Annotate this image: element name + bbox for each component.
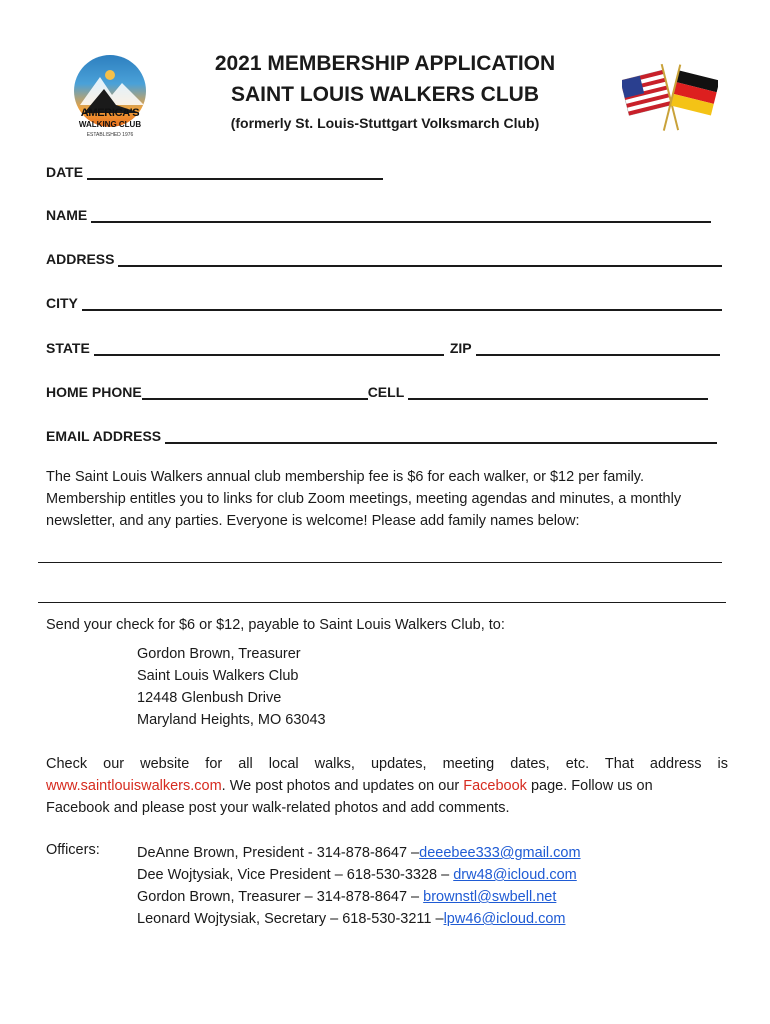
- americas-walking-club-logo: [70, 55, 150, 147]
- state-label: STATE: [46, 340, 90, 356]
- officer-email-link[interactable]: lpw46@icloud.com: [443, 911, 566, 927]
- address-line: Saint Louis Walkers Club: [137, 668, 299, 684]
- email-label: EMAIL ADDRESS: [46, 428, 162, 444]
- state-zip-field[interactable]: [46, 336, 720, 356]
- city-field[interactable]: [46, 291, 722, 311]
- officer-row: Leonard Wojtysiak, Secretary – 618-530-3211 –lpw46@icloud.com: [137, 911, 566, 927]
- officer-row: Gordon Brown, Treasurer – 314-878-8647 – brownstl@swbell.net: [137, 889, 557, 905]
- cell-input-line[interactable]: [408, 384, 708, 400]
- family-names-line-2[interactable]: [38, 602, 726, 603]
- address-input-line[interactable]: [118, 251, 722, 267]
- zip-label: ZIP: [449, 340, 472, 356]
- membership-fee-paragraph: The Saint Louis Walkers annual club membership fee is $6 for each walker, or $12 per family. Membership entitles you to links for club Zoom meetings, meeting agendas and minutes, a monthly newsletter, and any parties. Everyone is welcome! Please add family names below:: [46, 469, 682, 529]
- send-check-text: Send your check for $6 or $12, payable to Saint Louis Walkers Club, to:: [46, 617, 505, 633]
- mailing-address: [137, 643, 326, 731]
- officer-row: DeAnne Brown, President - 314-878-8647 –deeebee333@gmail.com: [137, 845, 581, 861]
- family-names-line-1[interactable]: [38, 562, 722, 563]
- website-line-2: www.saintlouiswalkers.com. We post photos and updates on our Facebook page. Follow us on: [46, 778, 653, 794]
- page-subtitle: (formerly St. Louis-Stuttgart Volksmarch Club): [230, 115, 540, 131]
- facebook-link[interactable]: Facebook: [463, 778, 527, 794]
- website-line-3: Facebook and please post your walk-related photos and add comments.: [46, 800, 510, 816]
- home-phone-input-line[interactable]: [142, 384, 368, 400]
- email-field[interactable]: [46, 424, 717, 444]
- officer-email-link[interactable]: brownstl@swbell.net: [423, 889, 557, 905]
- website-link[interactable]: www.saintlouiswalkers.com: [46, 778, 222, 794]
- address-line: Gordon Brown, Treasurer: [137, 646, 301, 662]
- address-field[interactable]: [46, 247, 722, 267]
- officer-email-link[interactable]: drw48@icloud.com: [453, 867, 577, 883]
- us-germany-crossed-flags-icon: [622, 62, 718, 138]
- logo-established: ESTABLISHED 1976: [86, 132, 134, 138]
- date-label: DATE: [46, 164, 84, 180]
- phone-field[interactable]: [46, 380, 708, 400]
- club-name: SAINT LOUIS WALKERS CLUB: [231, 83, 539, 106]
- home-phone-label: HOME PHONE: [46, 384, 142, 400]
- officer-email-link[interactable]: deeebee333@gmail.com: [419, 845, 581, 861]
- cell-label: CELL: [367, 384, 405, 400]
- name-field[interactable]: [46, 203, 711, 223]
- address-line: Maryland Heights, MO 63043: [137, 712, 326, 728]
- date-field[interactable]: [46, 160, 383, 180]
- name-input-line[interactable]: [91, 207, 711, 223]
- address-line: 12448 Glenbush Drive: [137, 690, 282, 706]
- city-label: CITY: [46, 295, 78, 311]
- officers-label: Officers:: [46, 842, 100, 858]
- email-input-line[interactable]: [165, 428, 717, 444]
- website-paragraph: [46, 753, 728, 819]
- date-input-line[interactable]: [87, 164, 383, 180]
- name-label: NAME: [46, 207, 88, 223]
- website-line-1: Check our website for all local walks, updates, meeting dates, etc. That address is: [46, 756, 728, 772]
- officers-list: [137, 842, 581, 930]
- officer-row: Dee Wojtysiak, Vice President – 618-530-3328 – drw48@icloud.com: [137, 867, 577, 883]
- page-title: 2021 MEMBERSHIP APPLICATION: [214, 52, 556, 75]
- logo-name-line2: WALKING CLUB: [78, 120, 142, 129]
- logo-name: AMERICA'S: [80, 107, 140, 119]
- address-label: ADDRESS: [46, 251, 115, 267]
- city-input-line[interactable]: [82, 295, 722, 311]
- zip-input-line[interactable]: [476, 340, 720, 356]
- state-input-line[interactable]: [94, 340, 444, 356]
